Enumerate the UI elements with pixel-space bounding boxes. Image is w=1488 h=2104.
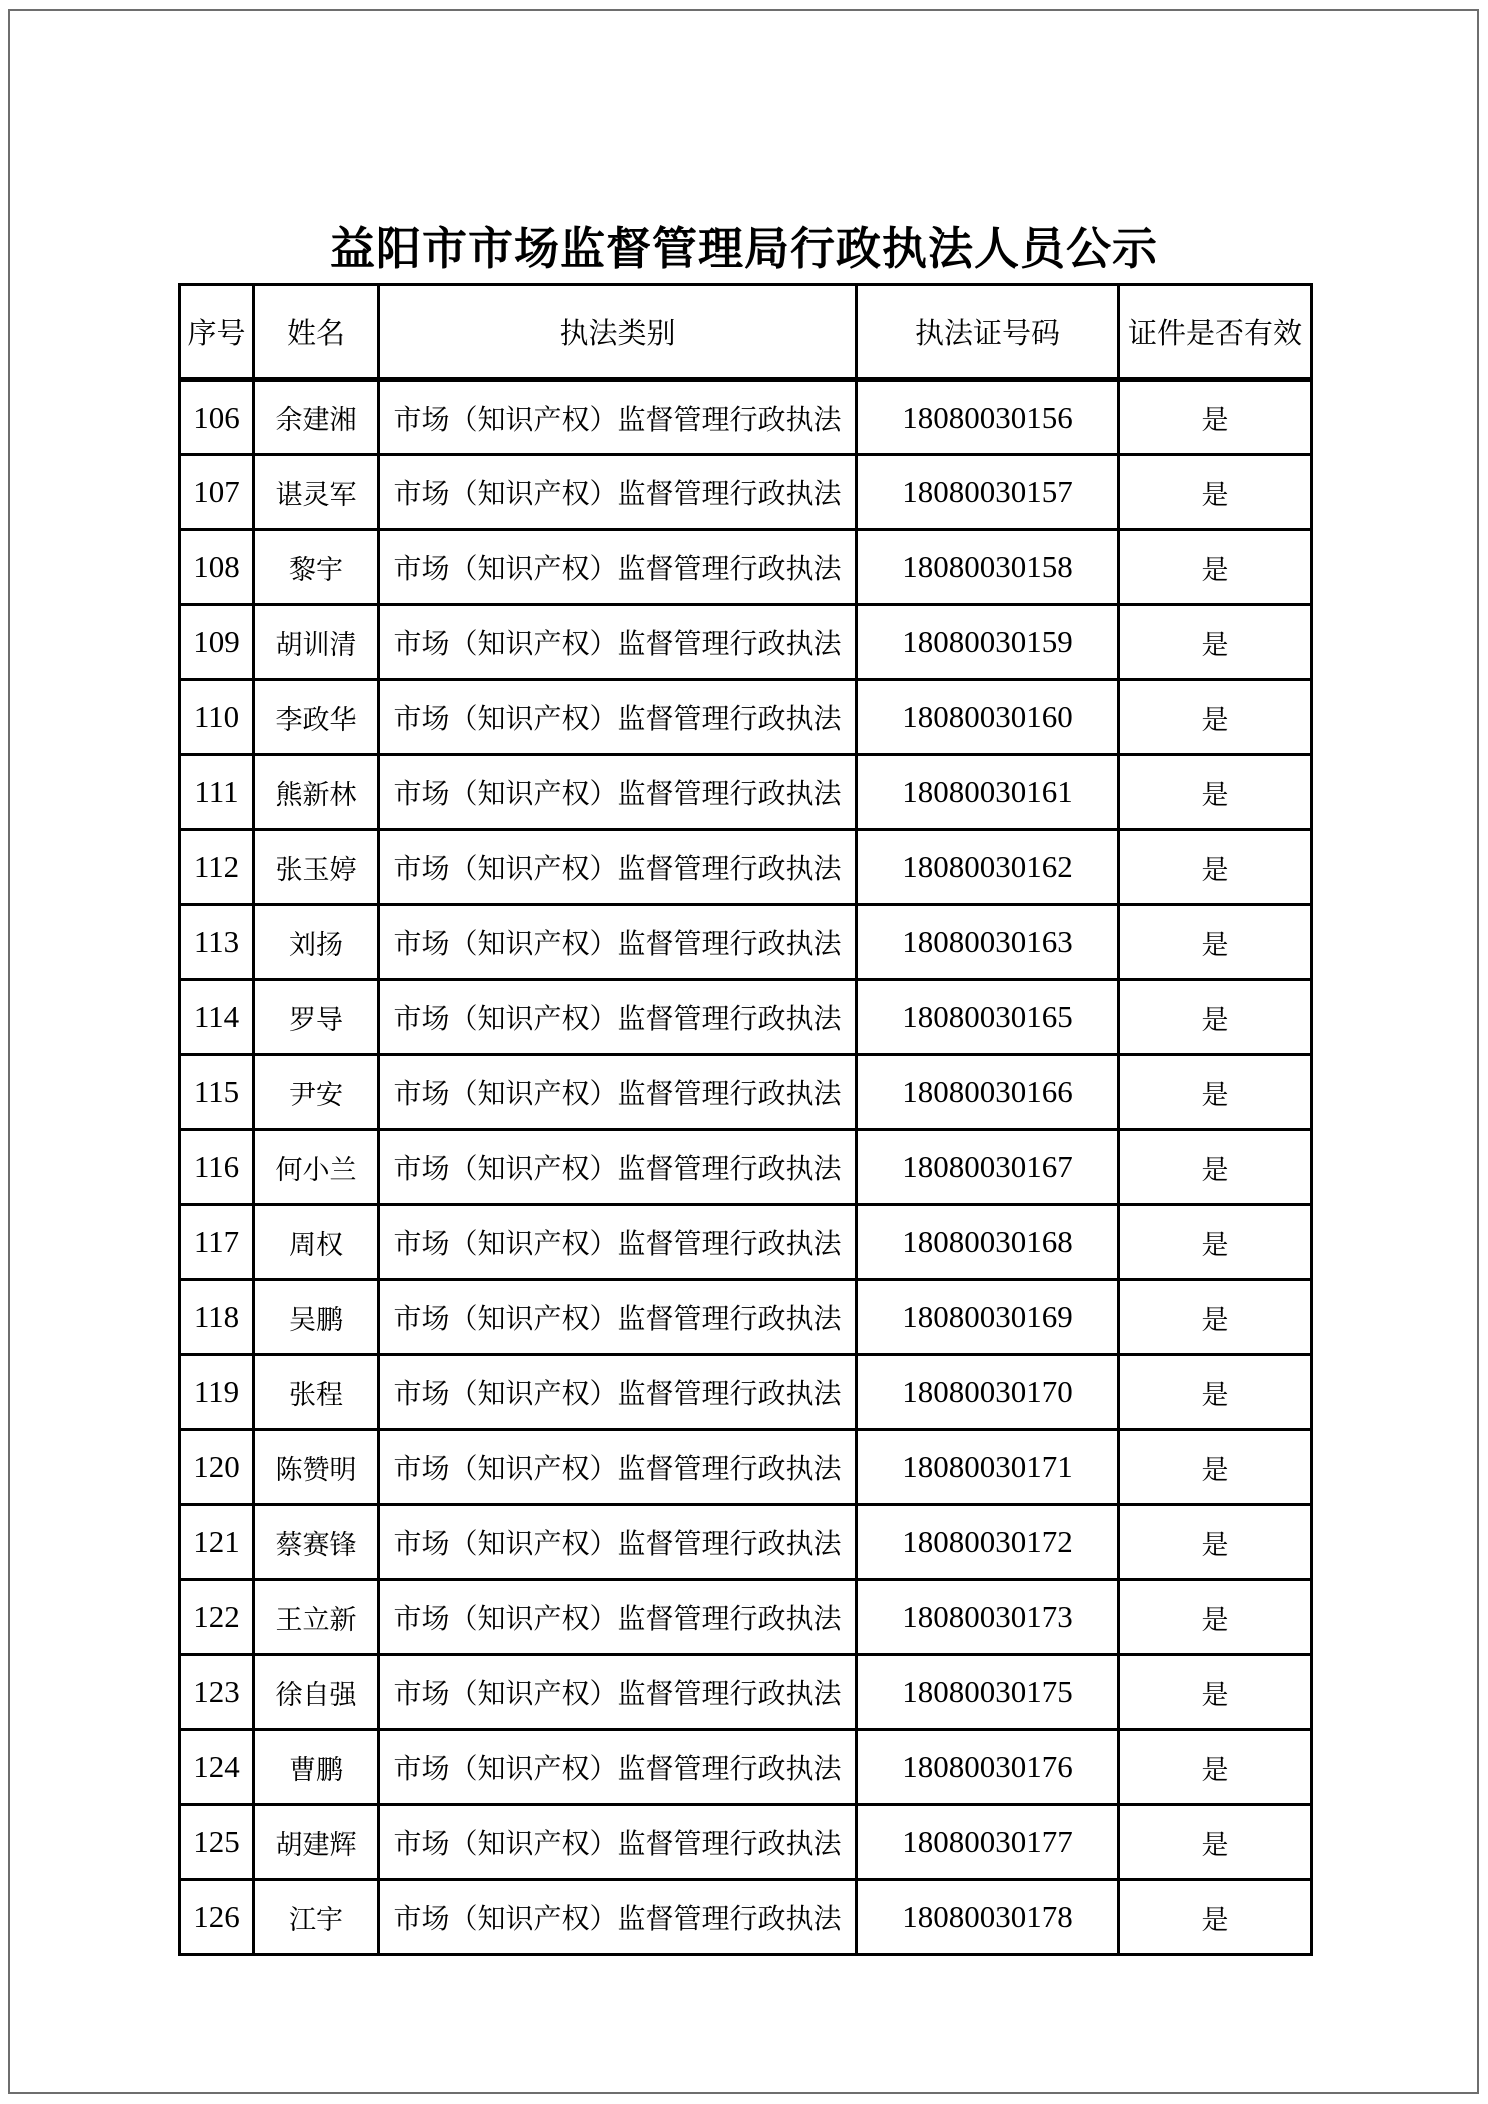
cell-category: 市场（知识产权）监督管理行政执法 bbox=[379, 380, 857, 455]
cell-name: 刘扬 bbox=[254, 905, 379, 980]
col-header-category: 执法类别 bbox=[379, 285, 857, 380]
cell-name: 曹鹏 bbox=[254, 1730, 379, 1805]
table-row bbox=[180, 1355, 1312, 1430]
cell-category: 市场（知识产权）监督管理行政执法 bbox=[379, 1055, 857, 1130]
table-row bbox=[180, 680, 1312, 755]
table-header-row bbox=[180, 285, 1312, 380]
cell-category: 市场（知识产权）监督管理行政执法 bbox=[379, 530, 857, 605]
cell-cert-number: 18080030167 bbox=[857, 1130, 1119, 1205]
cell-name: 黎宇 bbox=[254, 530, 379, 605]
cell-name: 周权 bbox=[254, 1205, 379, 1280]
cell-name: 余建湘 bbox=[254, 380, 379, 455]
cell-valid: 是 bbox=[1119, 1280, 1312, 1355]
cell-name: 陈赞明 bbox=[254, 1430, 379, 1505]
cell-cert-number: 18080030159 bbox=[857, 605, 1119, 680]
cell-valid: 是 bbox=[1119, 755, 1312, 830]
cell-seq: 123 bbox=[180, 1655, 254, 1730]
cell-name: 胡训清 bbox=[254, 605, 379, 680]
cell-cert-number: 18080030176 bbox=[857, 1730, 1119, 1805]
cell-valid: 是 bbox=[1119, 1805, 1312, 1880]
cell-valid: 是 bbox=[1119, 680, 1312, 755]
table-row bbox=[180, 1205, 1312, 1280]
cell-seq: 118 bbox=[180, 1280, 254, 1355]
cell-cert-number: 18080030156 bbox=[857, 380, 1119, 455]
cell-seq: 117 bbox=[180, 1205, 254, 1280]
cell-name: 江宇 bbox=[254, 1880, 379, 1955]
cell-name: 罗导 bbox=[254, 980, 379, 1055]
cell-category: 市场（知识产权）监督管理行政执法 bbox=[379, 1655, 857, 1730]
table-row bbox=[180, 1805, 1312, 1880]
cell-category: 市场（知识产权）监督管理行政执法 bbox=[379, 605, 857, 680]
table-row bbox=[180, 1580, 1312, 1655]
table-row bbox=[180, 1430, 1312, 1505]
col-header-valid: 证件是否有效 bbox=[1119, 285, 1312, 380]
table-row bbox=[180, 530, 1312, 605]
cell-category: 市场（知识产权）监督管理行政执法 bbox=[379, 980, 857, 1055]
cell-seq: 108 bbox=[180, 530, 254, 605]
table-row bbox=[180, 1655, 1312, 1730]
cell-seq: 124 bbox=[180, 1730, 254, 1805]
cell-cert-number: 18080030169 bbox=[857, 1280, 1119, 1355]
cell-category: 市场（知识产权）监督管理行政执法 bbox=[379, 455, 857, 530]
cell-category: 市场（知识产权）监督管理行政执法 bbox=[379, 1805, 857, 1880]
cell-cert-number: 18080030172 bbox=[857, 1505, 1119, 1580]
cell-name: 张玉婷 bbox=[254, 830, 379, 905]
table-row bbox=[180, 1130, 1312, 1205]
cell-seq: 121 bbox=[180, 1505, 254, 1580]
cell-valid: 是 bbox=[1119, 1130, 1312, 1205]
cell-seq: 116 bbox=[180, 1130, 254, 1205]
cell-cert-number: 18080030157 bbox=[857, 455, 1119, 530]
cell-valid: 是 bbox=[1119, 1880, 1312, 1955]
cell-name: 谌灵军 bbox=[254, 455, 379, 530]
table-row bbox=[180, 1880, 1312, 1955]
cell-category: 市场（知识产权）监督管理行政执法 bbox=[379, 1430, 857, 1505]
table-row bbox=[180, 830, 1312, 905]
cell-cert-number: 18080030165 bbox=[857, 980, 1119, 1055]
cell-name: 张程 bbox=[254, 1355, 379, 1430]
cell-category: 市场（知识产权）监督管理行政执法 bbox=[379, 905, 857, 980]
cell-seq: 122 bbox=[180, 1580, 254, 1655]
cell-category: 市场（知识产权）监督管理行政执法 bbox=[379, 1880, 857, 1955]
cell-valid: 是 bbox=[1119, 455, 1312, 530]
cell-cert-number: 18080030177 bbox=[857, 1805, 1119, 1880]
cell-seq: 120 bbox=[180, 1430, 254, 1505]
cell-name: 王立新 bbox=[254, 1580, 379, 1655]
cell-category: 市场（知识产权）监督管理行政执法 bbox=[379, 1280, 857, 1355]
cell-valid: 是 bbox=[1119, 1205, 1312, 1280]
col-header-seq: 序号 bbox=[180, 285, 254, 380]
cell-cert-number: 18080030158 bbox=[857, 530, 1119, 605]
cell-valid: 是 bbox=[1119, 1355, 1312, 1430]
cell-category: 市场（知识产权）监督管理行政执法 bbox=[379, 1205, 857, 1280]
cell-valid: 是 bbox=[1119, 1730, 1312, 1805]
table-row bbox=[180, 1055, 1312, 1130]
cell-seq: 110 bbox=[180, 680, 254, 755]
cell-seq: 125 bbox=[180, 1805, 254, 1880]
table-row bbox=[180, 380, 1312, 455]
cell-cert-number: 18080030166 bbox=[857, 1055, 1119, 1130]
cell-category: 市场（知识产权）监督管理行政执法 bbox=[379, 1505, 857, 1580]
cell-cert-number: 18080030168 bbox=[857, 1205, 1119, 1280]
cell-valid: 是 bbox=[1119, 980, 1312, 1055]
cell-cert-number: 18080030173 bbox=[857, 1580, 1119, 1655]
table-row bbox=[180, 1505, 1312, 1580]
cell-valid: 是 bbox=[1119, 1655, 1312, 1730]
cell-seq: 119 bbox=[180, 1355, 254, 1430]
cell-category: 市场（知识产权）监督管理行政执法 bbox=[379, 1730, 857, 1805]
cell-cert-number: 18080030170 bbox=[857, 1355, 1119, 1430]
cell-cert-number: 18080030161 bbox=[857, 755, 1119, 830]
table-body bbox=[180, 380, 1312, 1955]
table-row bbox=[180, 755, 1312, 830]
cell-name: 蔡赛锋 bbox=[254, 1505, 379, 1580]
personnel-table bbox=[178, 283, 1313, 1956]
cell-category: 市场（知识产权）监督管理行政执法 bbox=[379, 680, 857, 755]
cell-seq: 112 bbox=[180, 830, 254, 905]
table-row bbox=[180, 1730, 1312, 1805]
table-row bbox=[180, 605, 1312, 680]
cell-cert-number: 18080030162 bbox=[857, 830, 1119, 905]
cell-valid: 是 bbox=[1119, 905, 1312, 980]
cell-valid: 是 bbox=[1119, 380, 1312, 455]
cell-category: 市场（知识产权）监督管理行政执法 bbox=[379, 755, 857, 830]
cell-seq: 115 bbox=[180, 1055, 254, 1130]
cell-name: 尹安 bbox=[254, 1055, 379, 1130]
cell-seq: 126 bbox=[180, 1880, 254, 1955]
cell-name: 熊新林 bbox=[254, 755, 379, 830]
cell-seq: 111 bbox=[180, 755, 254, 830]
cell-seq: 106 bbox=[180, 380, 254, 455]
table-row bbox=[180, 1280, 1312, 1355]
cell-cert-number: 18080030163 bbox=[857, 905, 1119, 980]
cell-valid: 是 bbox=[1119, 1505, 1312, 1580]
cell-name: 徐自强 bbox=[254, 1655, 379, 1730]
cell-name: 胡建辉 bbox=[254, 1805, 379, 1880]
cell-valid: 是 bbox=[1119, 1580, 1312, 1655]
page-title: 益阳市市场监督管理局行政执法人员公示 bbox=[329, 224, 1158, 274]
cell-valid: 是 bbox=[1119, 605, 1312, 680]
cell-valid: 是 bbox=[1119, 530, 1312, 605]
table-row bbox=[180, 980, 1312, 1055]
cell-category: 市场（知识产权）监督管理行政执法 bbox=[379, 1355, 857, 1430]
cell-valid: 是 bbox=[1119, 1055, 1312, 1130]
cell-category: 市场（知识产权）监督管理行政执法 bbox=[379, 830, 857, 905]
cell-cert-number: 18080030178 bbox=[857, 1880, 1119, 1955]
cell-cert-number: 18080030171 bbox=[857, 1430, 1119, 1505]
col-header-cert-no: 执法证号码 bbox=[857, 285, 1119, 380]
table-row bbox=[180, 905, 1312, 980]
col-header-name: 姓名 bbox=[254, 285, 379, 380]
cell-cert-number: 18080030160 bbox=[857, 680, 1119, 755]
cell-name: 李政华 bbox=[254, 680, 379, 755]
cell-seq: 113 bbox=[180, 905, 254, 980]
cell-seq: 109 bbox=[180, 605, 254, 680]
table-row bbox=[180, 455, 1312, 530]
cell-valid: 是 bbox=[1119, 1430, 1312, 1505]
cell-name: 何小兰 bbox=[254, 1130, 379, 1205]
cell-cert-number: 18080030175 bbox=[857, 1655, 1119, 1730]
cell-category: 市场（知识产权）监督管理行政执法 bbox=[379, 1130, 857, 1205]
cell-seq: 114 bbox=[180, 980, 254, 1055]
cell-name: 吴鹏 bbox=[254, 1280, 379, 1355]
cell-valid: 是 bbox=[1119, 830, 1312, 905]
cell-category: 市场（知识产权）监督管理行政执法 bbox=[379, 1580, 857, 1655]
cell-seq: 107 bbox=[180, 455, 254, 530]
